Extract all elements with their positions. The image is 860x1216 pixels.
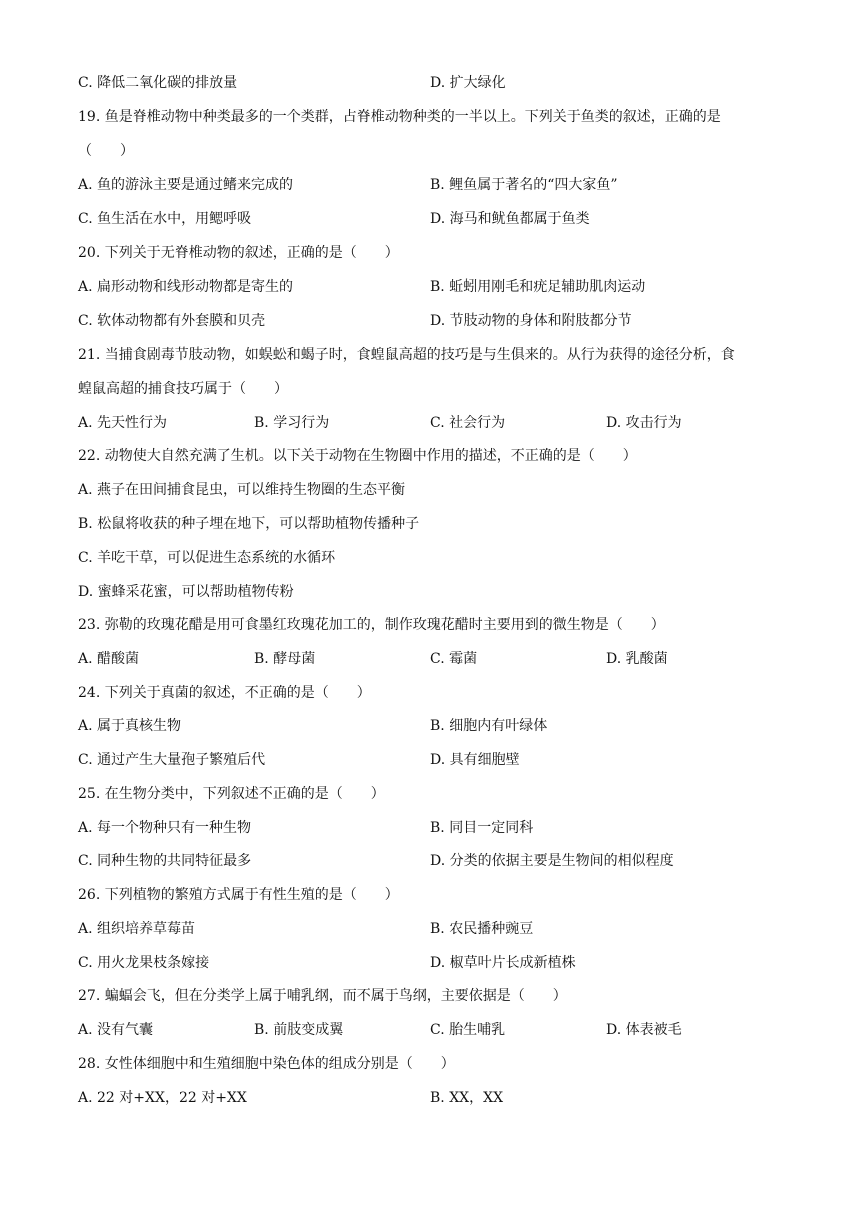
q27-stem: 27. 蝙蝠会飞，但在分类学上属于哺乳纲，而不属于鸟纲，主要依据是（ ）: [78, 988, 567, 1004]
q23-option-a: A. 醋酸菌: [78, 651, 140, 667]
q26-option-c: C. 用火龙果枝条嫁接: [78, 955, 210, 971]
q21-options: [78, 413, 798, 433]
q19-options-ab: [78, 175, 798, 195]
q25-option-c: C. 同种生物的共同特征最多: [78, 853, 252, 869]
q19-options-cd: [78, 209, 798, 229]
q24-options-cd: [78, 750, 798, 770]
q26-options-cd: [78, 953, 798, 973]
q26-option-a: A. 组织培养草莓苗: [78, 921, 196, 937]
q19-stem-line1: 19. 鱼是脊椎动物中种类最多的一个类群，占脊椎动物种类的一半以上。下列关于鱼类的叙述，正确的是: [78, 109, 721, 125]
q27-option-d: D. 体表被毛: [606, 1022, 682, 1038]
q24-option-a: A. 属于真核生物: [78, 718, 182, 734]
q25-options-cd: [78, 851, 798, 871]
q25-options-ab: [78, 818, 798, 838]
q25-option-b: B. 同目一定同科: [430, 820, 534, 836]
q20-stem: 20. 下列关于无脊椎动物的叙述，正确的是（ ）: [78, 245, 399, 261]
q19-option-a: A. 鱼的游泳主要是通过鳍来完成的: [78, 177, 294, 193]
q21-option-c: C. 社会行为: [430, 415, 506, 431]
q24-option-b: B. 细胞内有叶绿体: [430, 718, 548, 734]
q20-options-ab: [78, 277, 798, 297]
q21-option-d: D. 攻击行为: [606, 415, 682, 431]
q21-option-b: B. 学习行为: [254, 415, 330, 431]
q24-option-d: D. 具有细胞壁: [430, 752, 520, 768]
q28-stem: 28. 女性体细胞中和生殖细胞中染色体的组成分别是（ ）: [78, 1056, 455, 1072]
q23-stem: 23. 弥勒的玫瑰花醋是用可食墨红玫瑰花加工的，制作玫瑰花醋时主要用到的微生物是（ ）: [78, 617, 665, 633]
q18-option-d: D. 扩大绿化: [430, 75, 506, 91]
q23-option-c: C. 霉菌: [430, 651, 478, 667]
q26-stem: 26. 下列植物的繁殖方式属于有性生殖的是（ ）: [78, 887, 399, 903]
q22-stem: 22. 动物使大自然充满了生机。以下关于动物在生物圈中作用的描述，不正确的是（ ）: [78, 448, 637, 464]
q22-option-d: D. 蜜蜂采花蜜，可以帮助植物传粉: [78, 584, 294, 600]
q23-option-d: D. 乳酸菌: [606, 651, 668, 667]
q27-option-b: B. 前肢变成翼: [254, 1022, 344, 1038]
q26-option-b: B. 农民播种豌豆: [430, 921, 534, 937]
q23-options: [78, 649, 798, 669]
q21-option-a: A. 先天性行为: [78, 415, 168, 431]
q21-stem-line2: 蝗鼠高超的捕食技巧属于（ ）: [78, 381, 288, 397]
q21-stem-line1: 21. 当捕食剧毒节肢动物，如蜈蚣和蝎子时，食蝗鼠高超的技巧是与生俱来的。从行为获得的途径分析，食: [78, 347, 735, 363]
q26-option-d: D. 椒草叶片长成新植株: [430, 955, 576, 971]
q19-stem-line2: （ ）: [78, 143, 134, 159]
q24-option-c: C. 通过产生大量孢子繁殖后代: [78, 752, 266, 768]
q20-options-cd: [78, 311, 798, 331]
q25-stem: 25. 在生物分类中，下列叙述不正确的是（ ）: [78, 786, 385, 802]
q20-option-b: B. 蚯蚓用刚毛和疣足辅助肌肉运动: [430, 279, 646, 295]
q19-option-d: D. 海马和鱿鱼都属于鱼类: [430, 211, 590, 227]
q20-option-d: D. 节肢动物的身体和附肢都分节: [430, 313, 632, 329]
q27-option-a: A. 没有气囊: [78, 1022, 154, 1038]
q27-options: [78, 1020, 798, 1040]
q25-option-d: D. 分类的依据主要是生物间的相似程度: [430, 853, 674, 869]
q22-option-b: B. 松鼠将收获的种子埋在地下，可以帮助植物传播种子: [78, 516, 420, 532]
q19-option-b: B. 鲤鱼属于著名的“四大家鱼”: [430, 177, 618, 193]
q20-option-c: C. 软体动物都有外套膜和贝壳: [78, 313, 266, 329]
q22-option-c: C. 羊吃干草，可以促进生态系统的水循环: [78, 550, 336, 566]
q25-option-a: A. 每一个物种只有一种生物: [78, 820, 252, 836]
q28-options-ab: [78, 1088, 798, 1108]
q26-options-ab: [78, 919, 798, 939]
q18-option-c: C. 降低二氧化碳的排放量: [78, 75, 238, 91]
q28-option-a: A. 22 对+XX，22 对+XX: [78, 1090, 247, 1106]
q18-options-cd: [78, 73, 798, 93]
q24-options-ab: [78, 716, 798, 736]
q28-option-b: B. XX，XX: [430, 1090, 504, 1106]
q20-option-a: A. 扁形动物和线形动物都是寄生的: [78, 279, 294, 295]
q22-option-a: A. 燕子在田间捕食昆虫，可以维持生物圈的生态平衡: [78, 482, 406, 498]
q24-stem: 24. 下列关于真菌的叙述，不正确的是（ ）: [78, 685, 371, 701]
q23-option-b: B. 酵母菌: [254, 651, 316, 667]
q27-option-c: C. 胎生哺乳: [430, 1022, 506, 1038]
q19-option-c: C. 鱼生活在水中，用鳃呼吸: [78, 211, 252, 227]
